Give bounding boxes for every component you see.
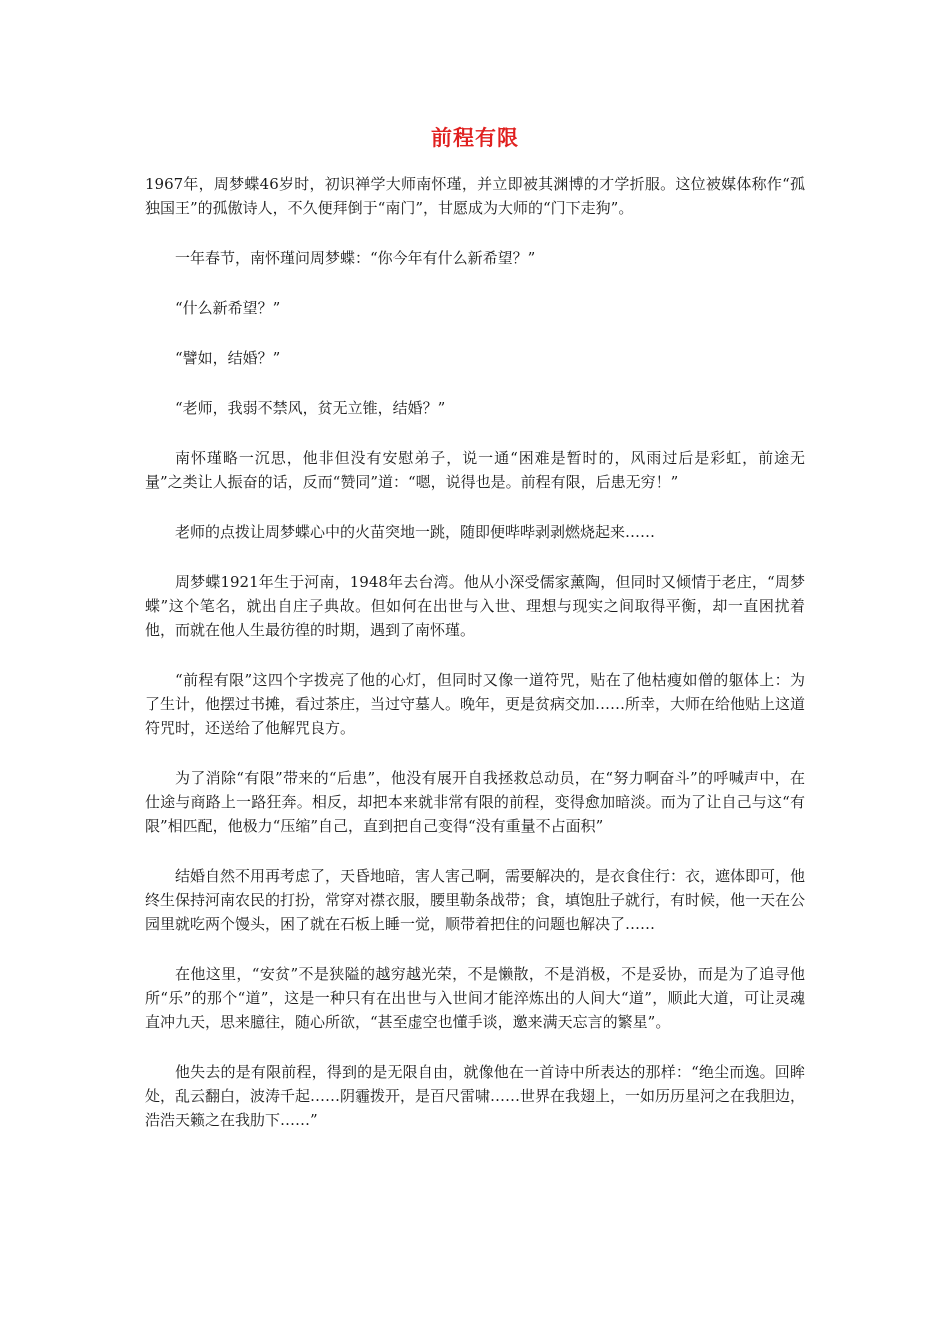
paragraph-1: 1967年，周梦蝶46岁时，初识禅学大师南怀瑾，并立即被其渊博的才学折服。这位被媒体称作“孤独国王”的孤傲诗人，不久便拜倒于“南门”，甘愿成为大师的“门下走狗”。 (145, 175, 805, 217)
paragraph-7: 老师的点拨让周梦蝶心中的火苗突地一跳，随即便哔哔剥剥燃烧起来…… (175, 523, 656, 541)
paragraph-2: 一年春节，南怀瑾问周梦蝶：“你今年有什么新希望？” (175, 249, 536, 267)
paragraph-6: 南怀瑾略一沉思，他非但没有安慰弟子，说一通“困难是暂时的，风雨过后是彩虹，前途无量”之类让人振奋的话，反而“赞同”道：“嗯，说得也是。前程有限，后患无穷！” (145, 449, 805, 491)
paragraph-13: 他失去的是有限前程，得到的是无限自由，就像他在一首诗中所表达的那样：“绝尘而逸。回眸处，乱云翻白，波涛千起……阴霾拨开，是百尺雷啸……世界在我翅上，一如历历星河之在我胆边，浩浩天籁之在我肋下……” (145, 1063, 806, 1129)
article-body (145, 172, 805, 1158)
paragraph-12: 在他这里，“安贫”不是狭隘的越穷越光荣，不是懒散，不是消极，不是妥协，而是为了追寻他所“乐”的那个“道”，这是一种只有在出世与入世间才能淬炼出的人间大“道”，顺此大道，可让灵魂直冲九天，思来臆往，随心所欲，“甚至虚空也懂手谈，邀来满天忘言的繁星”。 (145, 965, 805, 1031)
paragraph-4: “譬如，结婚？” (175, 349, 281, 367)
page-title: 前程有限 (431, 126, 519, 150)
paragraph-5: “老师，我弱不禁风，贫无立锥，结婚？” (175, 399, 446, 417)
paragraph-8: 周梦蝶1921年生于河南，1948年去台湾。他从小深受儒家薰陶，但同时又倾情于老庄，“周梦蝶”这个笔名，就出自庄子典故。但如何在出世与入世、理想与现实之间取得平衡，却一直困扰着他，而就在他人生最彷徨的时期，遇到了南怀瑾。 (145, 573, 805, 639)
paragraph-3: “什么新希望？” (175, 299, 281, 317)
paragraph-10: 为了消除“有限”带来的“后患”，他没有展开自我拯救总动员，在“努力啊奋斗”的呼喊声中，在仕途与商路上一路狂奔。相反，却把本来就非常有限的前程，变得愈加暗淡。而为了让自己与这“有限”相匹配，他极力“压缩”自己，直到把自己变得“没有重量不占面积” (145, 769, 805, 835)
paragraph-9: “前程有限”这四个字拨亮了他的心灯，但同时又像一道符咒，贴在了他枯瘦如僧的躯体上：为了生计，他摆过书摊，看过茶庄，当过守墓人。晚年，更是贫病交加……所幸，大师在给他贴上这道符咒时，还送给了他解咒良方。 (145, 671, 806, 737)
paragraph-11: 结婚自然不用再考虑了，天昏地暗，害人害己啊，需要解决的，是衣食住行：衣，遮体即可，他终生保持河南农民的打扮，常穿对襟衣服，腰里勒条战带；食，填饱肚子就行，有时候，他一天在公园里就吃两个馒头，困了就在石板上睡一觉，顺带着把住的问题也解决了…… (145, 867, 806, 933)
